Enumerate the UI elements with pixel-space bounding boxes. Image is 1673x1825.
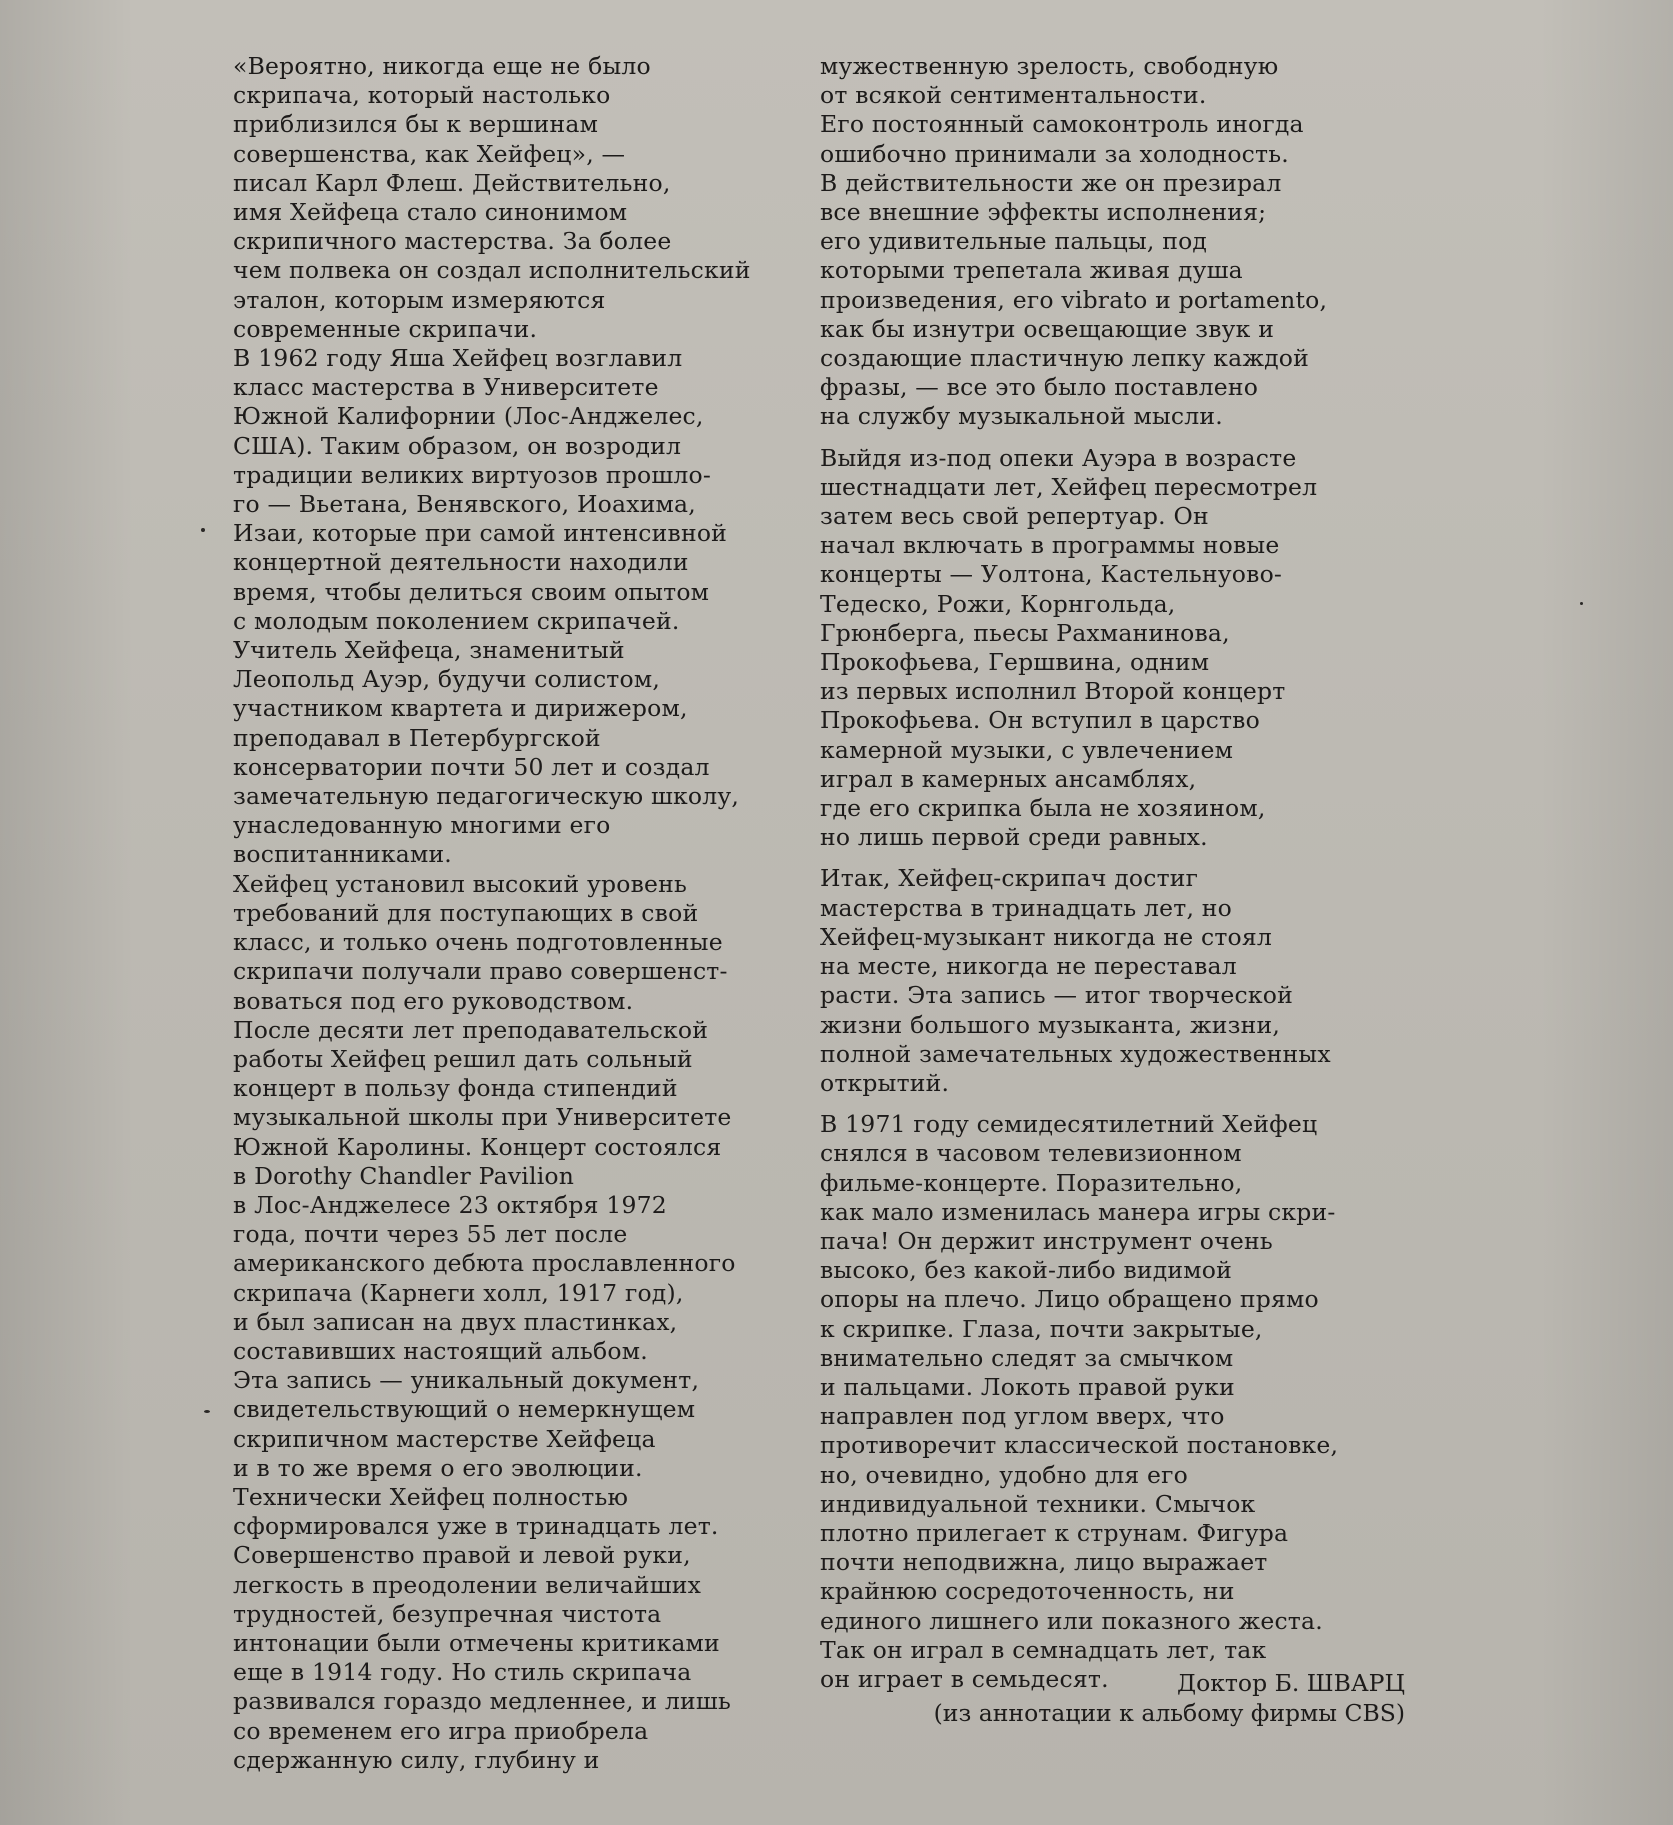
text-line: высоко, без какой-либо видимой [820, 1256, 1232, 1285]
text-line: полной замечательных художественных [820, 1039, 1331, 1068]
text-line: крайнюю сосредоточенность, ни [820, 1577, 1235, 1606]
text-line: трудностей, безупречная чистота [233, 1599, 662, 1628]
paragraph [233, 636, 813, 870]
paragraph [820, 110, 1420, 431]
text-line: индивидуальной техники. Смычок [820, 1489, 1256, 1518]
text-line: как бы изнутри освещающие звук и [820, 314, 1275, 343]
text-line: писал Карл Флеш. Действительно, [233, 168, 671, 197]
text-line: После десяти лет преподавательской [233, 1015, 709, 1044]
text-line: развивался гораздо медленнее, и лишь [233, 1687, 731, 1716]
text-line: со временем его игра приобрела [233, 1716, 649, 1745]
text-line: произведения, его vibrato и portamento, [820, 285, 1328, 314]
paragraph [820, 52, 1420, 110]
text-line: мужественную зрелость, свободную [820, 52, 1279, 80]
text-line: почти неподвижна, лицо выражает [820, 1548, 1268, 1577]
text-line: скрипачи получали право совершенст- [233, 957, 728, 986]
text-line: Итак, Хейфец-скрипач достиг [820, 864, 1199, 893]
text-line: Совершенство правой и левой руки, [233, 1541, 691, 1570]
text-line: его удивительные пальцы, под [820, 227, 1208, 256]
text-line: с молодым поколением скрипачей. [233, 606, 680, 635]
text-line: концертной деятельности находили [233, 548, 689, 577]
text-line: как мало изменилась манера игры скри- [820, 1197, 1336, 1226]
text-line: затем весь свой репертуар. Он [820, 502, 1209, 531]
text-line: на месте, никогда не переставал [820, 952, 1237, 981]
text-line: Тедеско, Рожи, Корнгольда, [820, 589, 1176, 618]
paragraph-gap [820, 1098, 1420, 1110]
text-line: направлен под углом вверх, что [820, 1402, 1225, 1431]
text-line: в Dorothy Chandler Pavilion [233, 1161, 575, 1190]
paragraph-gap [820, 852, 1420, 864]
text-line: Южной Каролины. Концерт состоялся [233, 1132, 722, 1161]
text-line: Хейфец установил высокий уровень [233, 869, 688, 898]
text-line: В 1962 году Яша Хейфец возглавил [233, 344, 683, 373]
paragraph [233, 870, 813, 1016]
text-line: Учитель Хейфеца, знаменитый [233, 636, 625, 665]
text-line: внимательно следят за смычком [820, 1343, 1234, 1372]
signature-block [860, 1668, 1405, 1728]
text-line: фильме-концерте. Поразительно, [820, 1168, 1243, 1197]
text-line: скрипичном мастерстве Хейфеца [233, 1424, 656, 1453]
text-line: участником квартета и дирижером, [233, 694, 688, 723]
text-line: музыкальной школы при Университете [233, 1103, 732, 1132]
text-line: В действительности же он презирал [820, 168, 1282, 197]
text-line: Хейфец-музыкант никогда не стоял [820, 922, 1273, 951]
text-line: класс мастерства в Университете [233, 373, 659, 402]
text-line: к скрипке. Глаза, почти закрытые, [820, 1314, 1263, 1343]
text-line: скрипичного мастерства. За более [233, 227, 672, 256]
text-line: он играет в семьдесят. [820, 1664, 1109, 1693]
text-line: еще в 1914 году. Но стиль скрипача [233, 1658, 692, 1687]
text-line: плотно прилегает к струнам. Фигура [820, 1518, 1289, 1547]
paragraph [233, 1483, 813, 1775]
text-line: шестнадцати лет, Хейфец пересмотрел [820, 472, 1318, 501]
text-line: консерватории почти 50 лет и создал [233, 752, 710, 781]
paragraph [233, 1366, 813, 1483]
text-line: камерной музыки, с увлечением [820, 735, 1234, 764]
text-line: ошибочно принимали за холодность. [820, 139, 1289, 168]
text-line: и в то же время о его эволюции. [233, 1453, 643, 1482]
text-line: США). Таким образом, он возродил [233, 431, 682, 460]
text-line: пача! Он держит инструмент очень [820, 1226, 1273, 1255]
text-line: скрипача (Карнеги холл, 1917 год), [233, 1278, 684, 1307]
paper-speck [204, 1410, 210, 1413]
text-line: В 1971 году семидесятилетний Хейфец [820, 1110, 1318, 1139]
text-line: начал включать в программы новые [820, 531, 1280, 560]
text-line: опоры на плечо. Лицо обращено прямо [820, 1285, 1319, 1314]
text-line: Грюнберга, пьесы Рахманинова, [820, 618, 1230, 647]
text-line: унаследованную многими его [233, 811, 611, 840]
text-line: «Вероятно, никогда еще не было [233, 52, 651, 80]
text-line: Леопольд Ауэр, будучи солистом, [233, 665, 661, 694]
text-line: противоречит классической постановке, [820, 1431, 1339, 1460]
text-line: в Лос-Анджелесе 23 октября 1972 [233, 1190, 667, 1219]
text-line: американского дебюта прославленного [233, 1249, 736, 1278]
right-text-column [820, 52, 1420, 1694]
text-line: где его скрипка была не хозяином, [820, 794, 1266, 823]
text-line: и был записан на двух пластинках, [233, 1307, 678, 1336]
text-line: сдержанную силу, глубину и [233, 1745, 600, 1774]
text-line: от всякой сентиментальности. [820, 81, 1207, 110]
paragraph [820, 444, 1420, 853]
text-line: скрипача, который настолько [233, 81, 611, 110]
text-line: традиции великих виртуозов прошло- [233, 460, 711, 489]
text-line: чем полвека он создал исполнительский [233, 256, 751, 285]
text-line: Южной Калифорнии (Лос-Анджелес, [233, 402, 704, 431]
text-line: воваться под его руководством. [233, 986, 634, 1015]
text-line: открытий. [820, 1068, 950, 1097]
text-line: года, почти через 55 лет после [233, 1220, 628, 1249]
signature-author: Доктор Б. ШВАРЦ [1176, 1669, 1405, 1697]
paragraph [233, 52, 813, 344]
text-line: из первых исполнил Второй концерт [820, 677, 1286, 706]
text-line: Технически Хейфец полностью [233, 1482, 629, 1511]
text-line: концерты — Уолтона, Кастельнуово- [820, 560, 1283, 589]
text-line: расти. Эта запись — итог творческой [820, 981, 1293, 1010]
text-line: работы Хейфец решил дать сольный [233, 1044, 693, 1073]
text-line: современные скрипачи. [233, 314, 538, 343]
text-line: сформировался уже в тринадцать лет. [233, 1512, 719, 1541]
text-line: и пальцами. Локоть правой руки [820, 1372, 1235, 1401]
paper-speck [1580, 602, 1583, 605]
text-line: жизни большого музыканта, жизни, [820, 1010, 1281, 1039]
paragraph-gap [820, 432, 1420, 444]
text-line: Выйдя из-под опеки Ауэра в возрасте [820, 443, 1297, 472]
text-line: приблизился бы к вершинам [233, 110, 599, 139]
text-line: Так он играл в семнадцать лет, так [820, 1635, 1267, 1664]
signature-source: (из аннотации к альбому фирмы CBS) [933, 1699, 1405, 1727]
text-line: свидетельствующий о немеркнущем [233, 1395, 696, 1424]
text-line: замечательную педагогическую школу, [233, 782, 740, 811]
paper-speck [201, 528, 205, 532]
text-line: снялся в часовом телевизионном [820, 1139, 1242, 1168]
text-line: создающие пластичную лепку каждой [820, 344, 1310, 373]
paragraph [233, 1016, 813, 1366]
text-line: время, чтобы делиться своим опытом [233, 577, 710, 606]
text-line: интонации были отмечены критиками [233, 1628, 720, 1657]
text-line: класс, и только очень подготовленные [233, 928, 723, 957]
text-line: но, очевидно, удобно для его [820, 1460, 1188, 1489]
text-line: играл в камерных ансамблях, [820, 764, 1197, 793]
text-line: преподавал в Петербургской [233, 723, 601, 752]
text-line: Изаи, которые при самой интенсивной [233, 519, 728, 548]
text-line: воспитанниками. [233, 840, 452, 869]
text-line: единого лишнего или показного жеста. [820, 1606, 1323, 1635]
text-line: Прокофьева, Гершвина, одним [820, 648, 1210, 677]
paragraph [820, 1110, 1420, 1694]
text-line: все внешние эффекты исполнения; [820, 198, 1267, 227]
text-line: составивших настоящий альбом. [233, 1336, 648, 1365]
text-line: которыми трепетала живая душа [820, 256, 1243, 285]
text-line: Прокофьева. Он вступил в царство [820, 706, 1260, 735]
text-line: го — Вьетана, Венявского, Иоахима, [233, 490, 696, 519]
text-line: но лишь первой среди равных. [820, 823, 1208, 852]
text-line: фразы, — все это было поставлено [820, 373, 1259, 402]
text-line: совершенства, как Хейфец», — [233, 139, 626, 168]
text-line: имя Хейфеца стало синонимом [233, 198, 628, 227]
text-line: Эта запись — уникальный документ, [233, 1366, 700, 1395]
text-line: эталон, которым измеряются [233, 285, 606, 314]
text-line: концерт в пользу фонда стипендий [233, 1074, 678, 1103]
text-line: на службу музыкальной мысли. [820, 402, 1223, 431]
paragraph [233, 344, 813, 636]
left-text-column [233, 52, 813, 1775]
text-line: Его постоянный самоконтроль иногда [820, 110, 1304, 139]
text-line: требований для поступающих в свой [233, 898, 699, 927]
text-line: легкость в преодолении величайших [233, 1570, 702, 1599]
text-line: мастерства в тринадцать лет, но [820, 893, 1232, 922]
paragraph [820, 864, 1420, 1098]
